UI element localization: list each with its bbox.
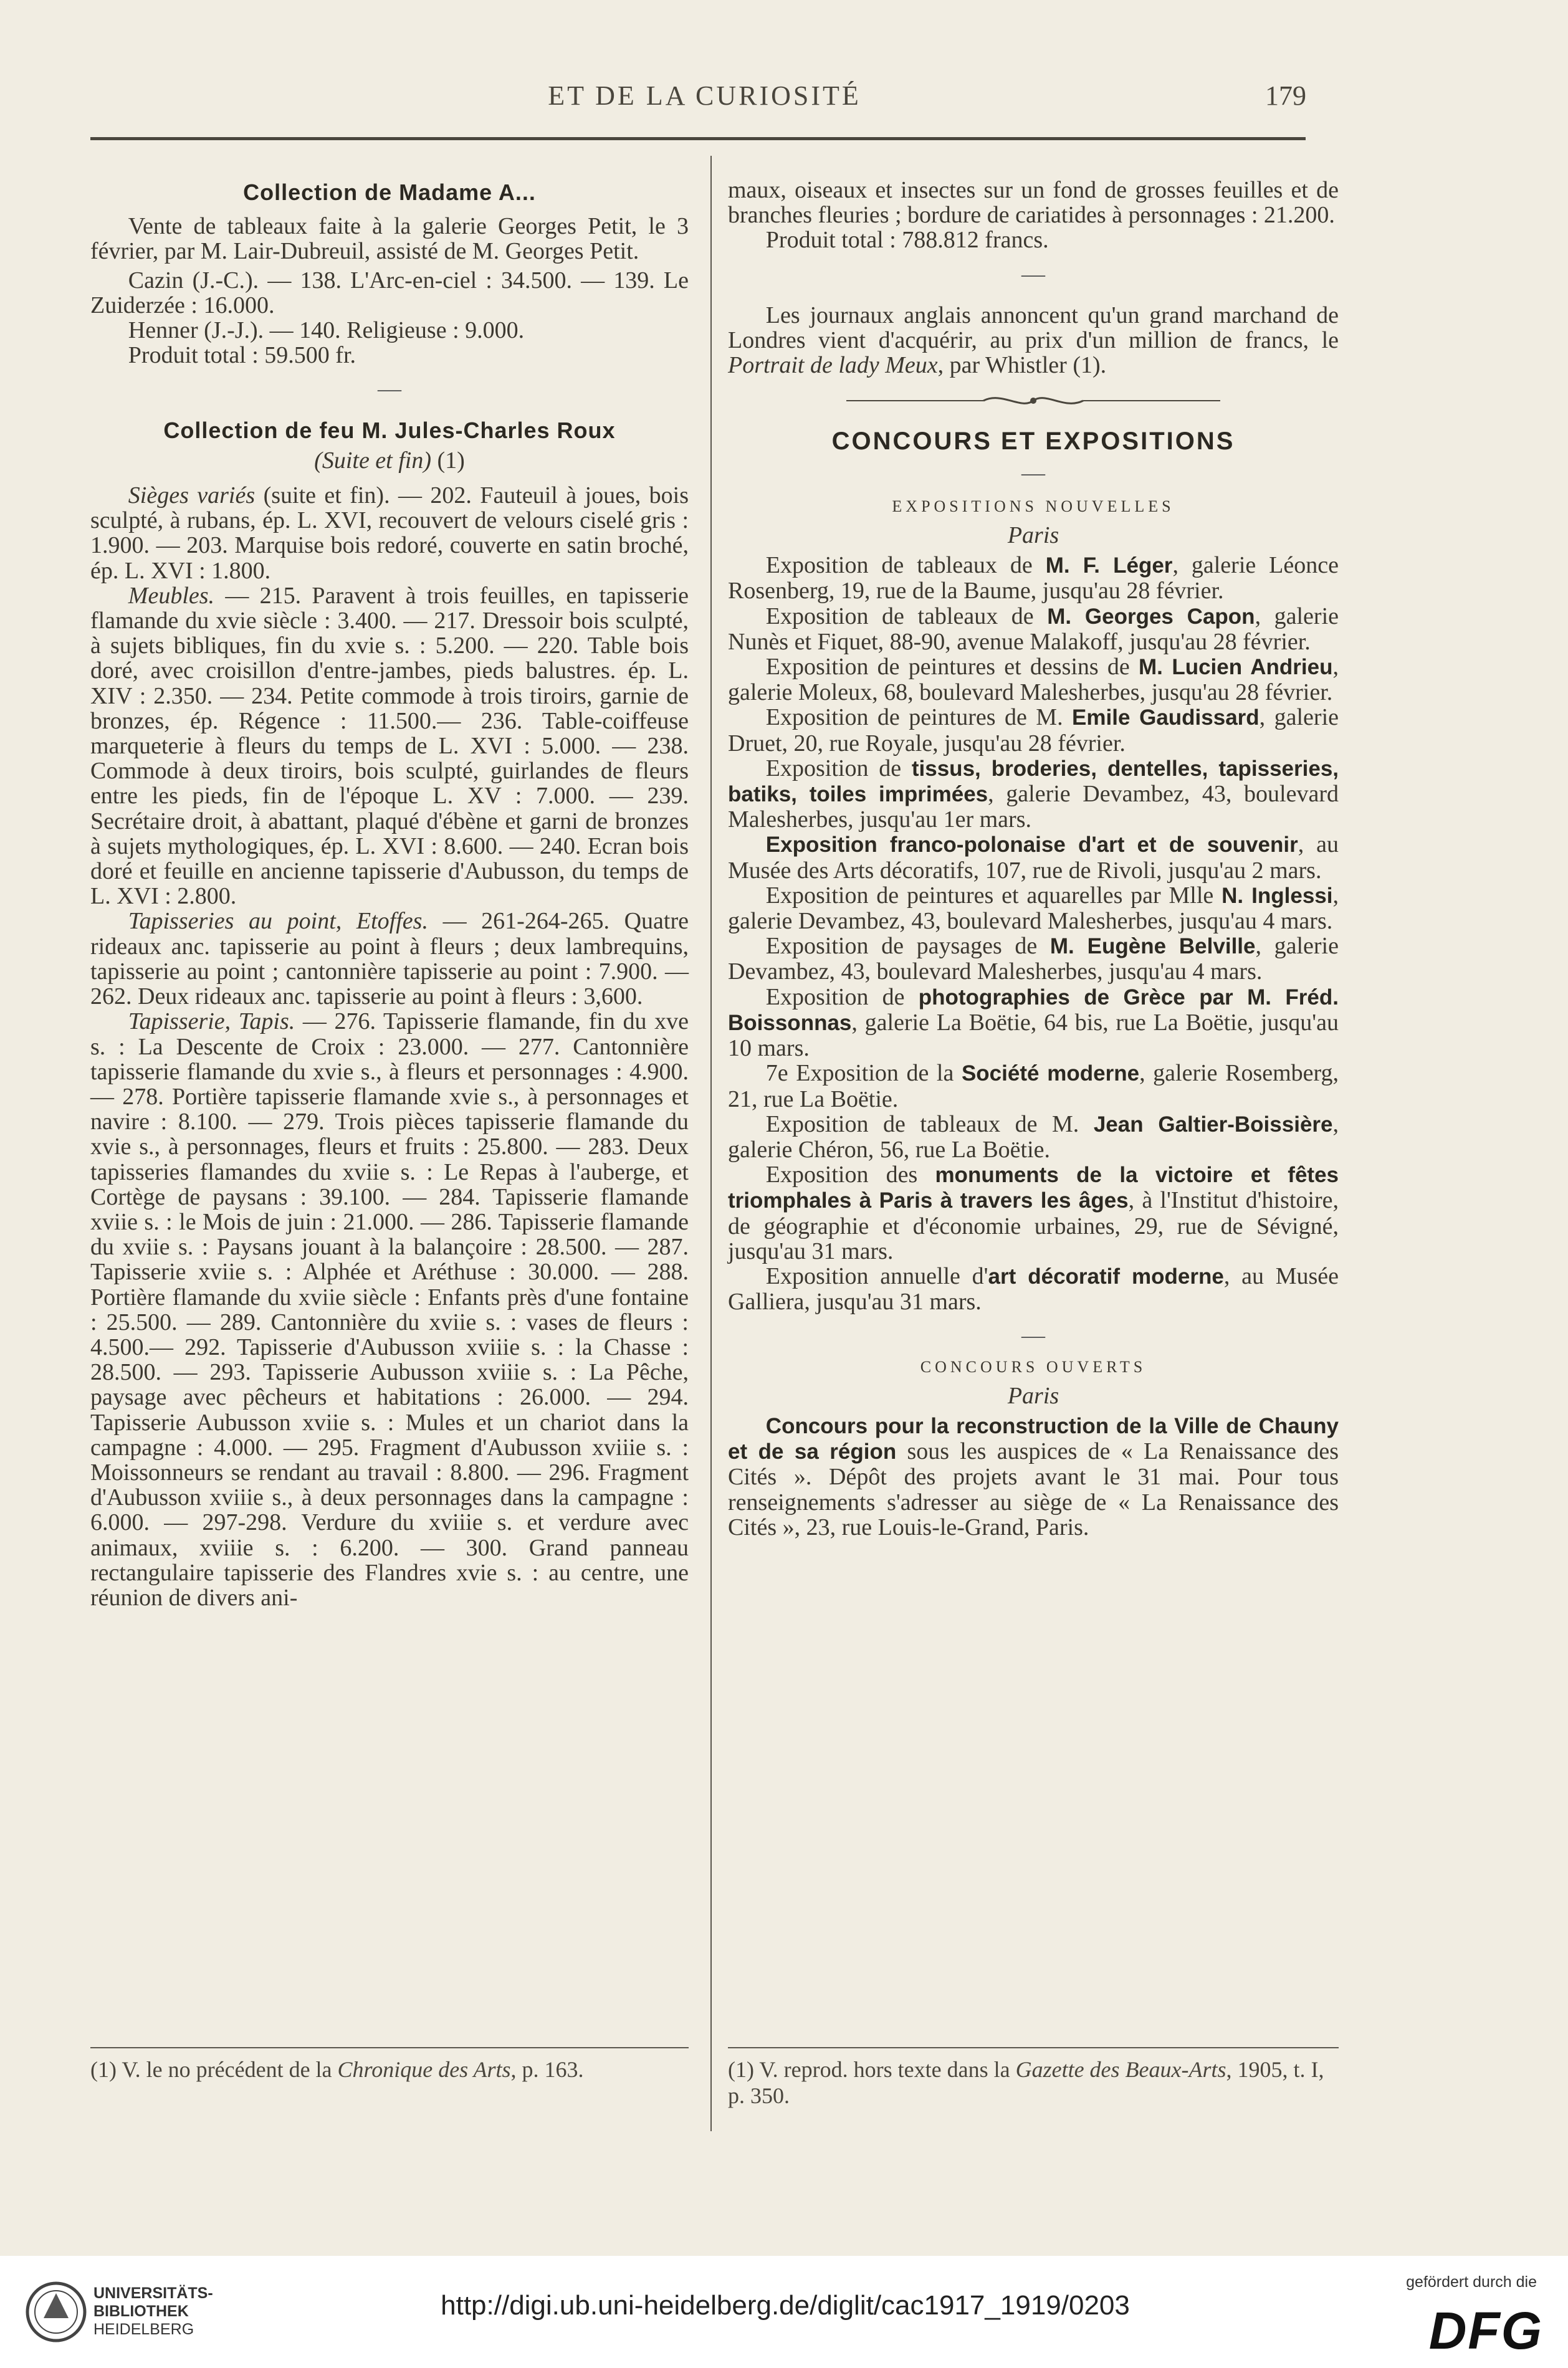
- ornament-divider: [840, 391, 1226, 410]
- paragraph-lead: Meubles.: [128, 582, 215, 609]
- footnote-text: , p. 163.: [510, 2057, 584, 2082]
- separator-dash: —: [378, 376, 401, 403]
- separator-dash: —: [1021, 260, 1045, 287]
- paragraph-lead: Tapisseries au point, Etoffes.: [128, 908, 428, 935]
- total-text: Produit total : 788.812 francs.: [765, 227, 1049, 254]
- collection-a-line: Produit total : 59.500 fr.: [128, 342, 356, 369]
- subtitle-note: (1): [431, 447, 465, 474]
- exhibition-item: Exposition franco-polonaise d'art et de souvenir, au Musée des Arts décoratifs, 107, rue de Rivoli, jusqu'au 2 mars.: [728, 831, 1339, 884]
- university-name: UNIVERSITÄTS- BIBLIOTHEK HEIDELBERG: [93, 2284, 213, 2338]
- paragraph-body: — 215. Paravent à trois feuilles, en tapisserie flamande du xvie siècle : 3.400. — 217. Dressoir bois sculpté, à sujets bibliques, fin du xvie s. : 5.200. — 220. Table bois doré, avec croisillon d'entre-jambes, pieds balustres. ép. L. XIV : 2.350. — 234. Petite commode à trois tiroirs, garnie de bronzes, ép. Régence : 11.500.— 236. Table-coiffeuse marqueterie à fleurs du temps de L. XVI : 5.000. — 238. Commode à deux tiroirs, bois sculpté, guirlandes de fleurs entre les pieds, fin de l'époque L. XV : 7.000. — 239. Secrétaire droit, à abattant, plaqué d'ébène et garni de bronzes à sujets mythologiques, ép. L. XVI : 8.600. — 240. Ecran bois doré et feuille en ancienne tapisserie d'Aubusson, du temps de L. XVI : 2.800.: [90, 582, 689, 910]
- footnote-text: (1) V. reprod. hors texte dans la: [728, 2057, 1016, 2082]
- collection-a-title: Collection de Madame A...: [243, 179, 536, 205]
- footnote-rule-right: [728, 2047, 1339, 2048]
- continuation-text: maux, oiseaux et insectes sur un fond de grosses feuilles et de branches fleuries ; bordure de cariatides à personnages : 21.200.: [728, 177, 1339, 229]
- page-number: 179: [1265, 80, 1306, 111]
- exhibition-item: Exposition de peintures et aquarelles par Mlle N. Inglessi, galerie Devambez, 43, boulevard Malesherbes, jusqu'au 4 mars.: [728, 882, 1339, 935]
- paragraph-lead: Sièges variés: [128, 482, 256, 509]
- footnote-italic: Chronique des Arts: [337, 2057, 511, 2082]
- exhibition-item: Exposition de tableaux de M. Jean Galtier-Boissière, galerie Chéron, 56, rue La Boëtie.: [728, 1110, 1339, 1163]
- collection-a-intro: Vente de tableaux faite à la galerie Georges Petit, le 3 février, par M. Lair-Dubreuil, assisté de M. Georges Petit.: [90, 213, 689, 265]
- exhibition-item: Exposition de tissus, broderies, dentelles, tapisseries, batiks, toiles imprimées, galerie Devambez, 43, boulevard Malesherbes, jusqu'au 1er mars.: [728, 755, 1339, 833]
- footnote-text: (1) V. le no précédent de la: [90, 2057, 338, 2082]
- paragraph-body: (suite et fin). — 202. Fauteuil à joues, bois sculpté, à rubans, ép. L. XVI, recouvert de velours ciselé gris : 1.900. — 203. Marquise bois redoré, couverte en satin broché, ép. L. XVI : 1.800.: [90, 482, 689, 584]
- separator-dash: —: [1021, 1322, 1045, 1349]
- news-paragraph: [728, 303, 1339, 378]
- footnote-rule-left: [90, 2047, 689, 2048]
- subsection-title: CONCOURS OUVERTS: [920, 1357, 1147, 1376]
- city-label: Paris: [1007, 1382, 1059, 1409]
- exhibition-item: Exposition de peintures de M. Emile Gaudissard, galerie Druet, 20, rue Royale, jusqu'au 28 février.: [728, 704, 1339, 757]
- footnote-italic: Gazette des Beaux-Arts: [1015, 2057, 1226, 2082]
- running-head: ET DE LA CURIOSITÉ: [548, 80, 861, 111]
- paragraph-body: — 261-264-265. Quatre rideaux anc. tapisserie au point à fleurs ; deux lambrequins, tapisserie au point ; cantonnière tapisserie au point : 7.900. — 262. Deux rideaux anc. tapisserie au point à fleurs : 3,600.: [90, 908, 689, 1010]
- paragraph-meubles: [90, 583, 689, 909]
- paragraph-lead: Tapisserie, Tapis.: [128, 1008, 295, 1035]
- digitization-footer: [0, 2256, 1568, 2368]
- concours-item: Concours pour la reconstruction de la Ville de Chauny et de sa région sous les auspices de « La Renaissance des Cités ». Dépôt des projets avant le 31 mai. Pour tous renseignements s'adresser au siège de « La Renaissance des Cités », 23, rue Louis-le-Grand, Paris.: [728, 1413, 1339, 1540]
- header-rule: [90, 137, 1306, 140]
- exhibition-item: Exposition de peintures et dessins de M. Lucien Andrieu, galerie Moleux, 68, boulevard Malesherbes, jusqu'au 28 février.: [728, 654, 1339, 706]
- separator-dash: —: [1021, 459, 1045, 486]
- footnote-text: , 1905, t. I, p. 350.: [728, 2057, 1324, 2108]
- exhibition-item: Exposition des monuments de la victoire et fêtes triomphales à Paris à travers les âges, à l'Institut d'histoire, de géographie et d'économie urbaines, 29, rue de Sévigné, jusqu'au 31 mars.: [728, 1162, 1339, 1264]
- subsection-title: EXPOSITIONS NOUVELLES: [892, 497, 1175, 515]
- university-seal-icon: [25, 2275, 87, 2349]
- exhibition-item: Exposition annuelle d'art décoratif moderne, au Musée Galliera, jusqu'au 31 mars.: [728, 1263, 1339, 1315]
- footnote-left: [90, 2056, 689, 2083]
- paragraph-body: — 276. Tapisserie flamande, fin du xve s. : La Descente de Croix : 23.000. — 277. Cantonnière tapisserie flamande du xvie s., à fleurs et personnages : 4.900. — 278. Portière tapisserie flamande xvie s., à personnages et navire : 8.100. — 279. Trois pièces tapisserie flamande du xvie s., à personnages, fleurs et fruits : 25.800. — 283. Deux tapisseries flamandes du xviie s. : Le Repas à l'auberge, et Cortège de paysans : 39.100. — 284. Tapisserie flamande xviie s. : le Mois de juin : 21.000. — 286. Tapisserie flamande du xviie s. : Paysans jouant à la balançoire : 28.500. — 287. Tapisserie xviie s. : Alphée et Aréthuse : 30.000. — 288. Portière flamande du xviie siècle : Enfants près d'une fontaine : 25.500. — 289. Cantonnière du xviie s. : vases de fleurs : 4.500.— 292. Tapisserie d'Aubusson xviiie s. : la Chasse : 28.500. — 293. Tapisserie Aubusson xviiie s. : La Pêche, paysage avec pêcheurs et habitations : 26.000. — 294. Tapisserie Aubusson xviie s. : Mules et un chariot dans la campagne : 4.000. — 295. Fragment d'Aubusson xviiie s. : Moissonneurs se rendant au travail : 8.800. — 296. Fragment d'Aubusson xviiie s., à deux personnages dans la campagne : 6.000. — 297-298. Verdure du xviiie s. et verdure avec animaux, xviiie s. : 6.200. — 300. Grand panneau rectangulaire tapisserie des Flandres xvie s. : au centre, une réunion de divers ani-: [90, 1008, 689, 1611]
- permalink-url[interactable]: http://digi.ub.uni-heidelberg.de/diglit/cac1917_1919/0203: [441, 2290, 1130, 2321]
- left-column: [90, 178, 689, 1610]
- city-label: Paris: [1007, 522, 1059, 549]
- exhibition-item: Exposition de photographies de Grèce par M. Fréd. Boissonnas, galerie La Boëtie, 64 bis, rue La Boëtie, jusqu'au 10 mars.: [728, 983, 1339, 1062]
- section-title: CONCOURS ET EXPOSITIONS: [831, 427, 1235, 456]
- collection-a-line: Cazin (J.-C.). — 138. L'Arc-en-ciel : 34.500. — 139. Le Zuiderzée : 16.000.: [90, 267, 689, 318]
- exhibition-item: 7e Exposition de la Société moderne, galerie Rosemberg, 21, rue La Boëtie.: [728, 1060, 1339, 1112]
- funded-by-label: gefördert durch die: [1406, 2273, 1537, 2291]
- paragraph-tapisseries-point: [90, 909, 689, 1009]
- news-text: Les journaux anglais annoncent qu'un grand marchand de Londres vient d'acquérir, au prix d'un million de francs, le: [728, 302, 1339, 354]
- collection-a-line: Henner (J.-J.). — 140. Religieuse : 9.000.: [128, 317, 525, 344]
- collection-roux-subtitle: [90, 448, 689, 473]
- exhibition-item: Exposition de tableaux de M. F. Léger, galerie Léonce Rosenberg, 19, rue de la Baume, jusqu'au 28 février.: [728, 552, 1339, 604]
- right-column: [728, 178, 1339, 1540]
- news-italic: Portrait de lady Meux: [728, 352, 938, 379]
- column-divider: [710, 156, 712, 2131]
- dfg-logo: DFG: [1428, 2301, 1543, 2360]
- exhibition-item: Exposition de paysages de M. Eugène Belville, galerie Devambez, 43, boulevard Malesherbes, jusqu'au 4 mars.: [728, 933, 1339, 985]
- exhibition-item: Exposition de tableaux de M. Georges Capon, galerie Nunès et Fiquet, 88-90, avenue Malakoff, jusqu'au 28 février.: [728, 603, 1339, 655]
- subtitle-italic: (Suite et fin): [314, 447, 432, 474]
- footnote-right: [728, 2056, 1339, 2109]
- news-text: , par Whistler (1).: [937, 352, 1107, 379]
- paragraph-sieges: [90, 483, 689, 583]
- paragraph-tapisserie-tapis: [90, 1009, 689, 1610]
- collection-roux-title: Collection de feu M. Jules-Charles Roux: [163, 417, 616, 443]
